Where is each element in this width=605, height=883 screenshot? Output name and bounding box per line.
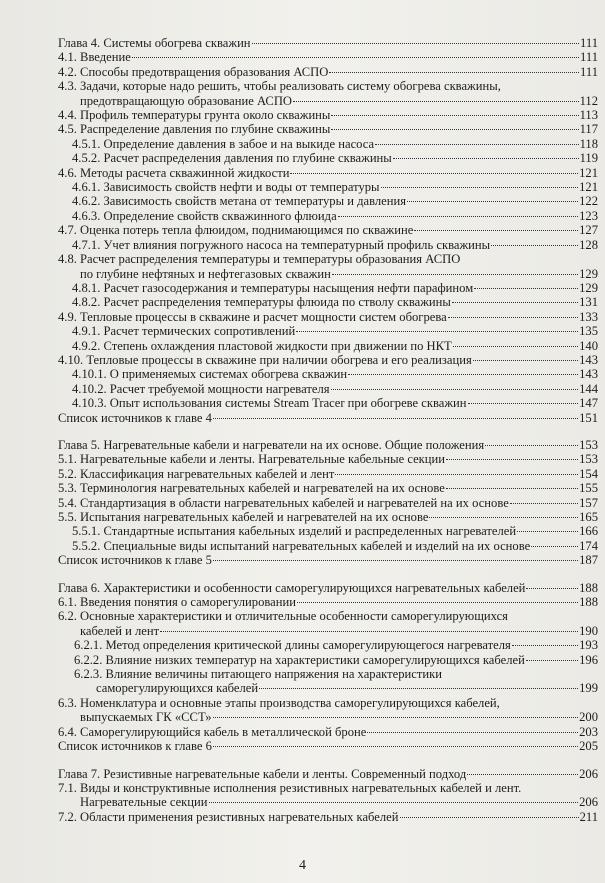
toc-entry-page: 203 xyxy=(579,724,598,739)
dot-leader xyxy=(467,773,578,775)
toc-entry-page: 127 xyxy=(579,223,598,238)
dot-leader xyxy=(448,316,578,318)
toc-entry-page: 129 xyxy=(579,280,598,295)
dot-leader xyxy=(491,244,578,246)
toc-entry-page: 211 xyxy=(579,809,598,824)
dot-leader xyxy=(213,745,578,747)
toc-entry-title: 5.5. Испытания нагревательных кабелей и нагревателей на их основе xyxy=(58,510,429,524)
toc-entry-title: Список источников к главе 4 xyxy=(58,410,212,425)
toc-entry xyxy=(58,595,598,609)
toc-entry-page: 111 xyxy=(580,64,598,79)
dot-leader xyxy=(474,287,578,289)
toc-entry-page: 140 xyxy=(579,338,598,353)
toc-entry-title: Глава 4. Системы обогрева скважин xyxy=(58,36,251,50)
toc-entry-title: 4.5.1. Определение давления в забое и на выкиде насоса xyxy=(72,136,375,151)
toc-entry xyxy=(58,108,598,122)
toc-entry xyxy=(58,481,598,495)
toc-entry xyxy=(58,696,598,725)
toc-entry-title: 5.4. Стандартизация в области нагревательных кабелей и нагревателей на их основе xyxy=(58,495,509,510)
toc-entry xyxy=(58,581,598,595)
dot-leader xyxy=(510,502,578,504)
toc-entry-title: 4.3. Задачи, которые надо решить, чтобы реализовать систему обогрева скважины, xyxy=(58,79,501,94)
toc-entry xyxy=(58,725,598,739)
toc-entry-page: 133 xyxy=(579,309,598,324)
toc-entry-page: 206 xyxy=(579,795,598,810)
toc-entry-page: 187 xyxy=(579,553,598,568)
toc-entry xyxy=(58,667,598,696)
toc-entry-title: 5.5.1. Стандартные испытания кабельных изделий и распределенных нагревателей xyxy=(72,524,517,539)
toc-entry-page: 123 xyxy=(579,208,598,223)
toc-entry xyxy=(58,209,598,223)
toc-entry-title: 5.2. Классификация нагревательных кабелей и лент xyxy=(58,466,335,481)
toc-entry xyxy=(58,467,598,481)
dot-leader xyxy=(331,388,579,390)
dot-leader xyxy=(338,215,578,217)
toc-entry-title: 4.6. Методы расчета скважинной жидкости xyxy=(58,165,290,180)
dot-leader xyxy=(414,229,578,231)
toc-entry xyxy=(58,295,598,309)
dot-leader xyxy=(335,473,578,475)
toc-entry-title: 4.7. Оценка потерь тепла флюидом, поднимающимся по скважине xyxy=(58,223,414,238)
toc-entry-title: Список источников к главе 5 xyxy=(58,553,212,568)
toc-entry-page: 118 xyxy=(579,136,598,151)
toc-entry-page: 144 xyxy=(579,381,598,396)
toc-entry-page: 157 xyxy=(579,495,598,510)
dot-leader xyxy=(209,801,579,803)
toc-entry-page: 112 xyxy=(579,93,598,108)
toc-entry-page: 174 xyxy=(579,538,598,553)
dot-leader xyxy=(512,644,578,646)
dot-leader xyxy=(517,530,578,532)
toc-entry xyxy=(58,238,598,252)
toc-entry xyxy=(58,438,598,452)
toc-entry xyxy=(58,223,598,237)
toc-entry xyxy=(58,653,598,667)
toc-entry-page: 153 xyxy=(579,437,598,452)
toc-entry-title-continued: кабелей и лент xyxy=(80,623,160,638)
dot-leader xyxy=(526,659,578,661)
dot-leader xyxy=(213,417,578,419)
dot-leader xyxy=(348,373,578,375)
toc-entry-title: 4.1. Введение xyxy=(58,50,131,65)
toc-entry-title: 6.1. Введения понятия о саморегулировании xyxy=(58,595,296,610)
toc-entry-title: 4.10. Тепловые процессы в скважине при наличии обогрева и его реализация xyxy=(58,352,472,367)
toc-entry-page: 166 xyxy=(579,524,598,539)
toc-entry-title: 5.1. Нагревательные кабели и ленты. Нагревательные кабельные секции xyxy=(58,452,445,467)
toc-entry xyxy=(58,810,598,824)
toc-entry-title: 4.4. Профиль температуры грунта около скважины xyxy=(58,108,331,123)
dot-leader xyxy=(375,143,578,145)
dot-leader xyxy=(473,359,578,361)
toc-entry-title-continued: предотвращающую образование АСПО xyxy=(80,93,293,108)
table-of-contents xyxy=(58,36,598,824)
toc-entry-page: 121 xyxy=(579,180,598,195)
toc-entry xyxy=(58,553,598,567)
dot-leader xyxy=(132,56,579,58)
dot-leader xyxy=(367,731,578,733)
toc-entry-title: 6.2.3. Влияние величины питающего напряжения на характеристики xyxy=(74,667,442,682)
toc-entry-title-continued: выпускаемых ГК «ССТ» xyxy=(80,710,212,725)
dot-leader xyxy=(452,301,578,303)
toc-entry-title: 6.3. Номенклатура и основные этапы производства саморегулирующихся кабелей, xyxy=(58,695,500,710)
page-number: 4 xyxy=(299,858,306,873)
toc-entry-title: Глава 6. Характеристики и особенности саморегулирующихся нагревательных кабелей xyxy=(58,580,526,595)
toc-entry xyxy=(58,194,598,208)
section-gap xyxy=(58,425,598,438)
dot-leader xyxy=(293,100,579,102)
toc-entry-page: 155 xyxy=(579,481,598,496)
toc-entry xyxy=(58,122,598,136)
section-gap xyxy=(58,754,598,767)
toc-entry xyxy=(58,510,598,524)
toc-entry-page: 143 xyxy=(579,352,598,367)
toc-entry xyxy=(58,353,598,367)
toc-entry xyxy=(58,166,598,180)
dot-leader xyxy=(400,816,579,818)
toc-entry-title: 4.9.2. Степень охлаждения пластовой жидкости при движении по НКТ xyxy=(72,338,452,353)
toc-entry xyxy=(58,339,598,353)
toc-entry xyxy=(58,324,598,338)
toc-entry-title: 7.2. Области применения резистивных нагревательных кабелей xyxy=(58,809,399,824)
toc-entry xyxy=(58,382,598,396)
toc-entry xyxy=(58,36,598,50)
dot-leader xyxy=(381,186,579,188)
toc-entry-page: 111 xyxy=(580,36,598,50)
toc-entry xyxy=(58,524,598,538)
toc-entry-title: 4.10.3. Опыт использования системы Stream Tracer при обогреве скважин xyxy=(72,396,467,411)
toc-entry-page: 111 xyxy=(580,50,598,65)
dot-leader xyxy=(446,458,578,460)
toc-entry-title: 5.3. Терминология нагревательных кабелей и нагревателей на их основе xyxy=(58,481,445,496)
toc-entry xyxy=(58,137,598,151)
toc-entry-page: 129 xyxy=(579,266,598,281)
toc-entry xyxy=(58,65,598,79)
dot-leader xyxy=(446,487,578,489)
toc-entry xyxy=(58,539,598,553)
toc-entry-title: 5.5.2. Специальные виды испытаний нагревательных кабелей и изделий на их основе xyxy=(72,538,531,553)
toc-entry-title: 4.8.2. Расчет распределения температуры флюида по стволу скважины xyxy=(72,295,451,310)
toc-entry-page: 135 xyxy=(579,324,598,339)
toc-entry xyxy=(58,496,598,510)
toc-entry-title: 6.4. Саморегулирующийся кабель в металлической броне xyxy=(58,724,367,739)
toc-entry xyxy=(58,411,598,425)
dot-leader xyxy=(332,273,578,275)
dot-leader xyxy=(526,587,578,589)
toc-entry-page: 165 xyxy=(579,510,598,524)
toc-entry xyxy=(58,367,598,381)
toc-entry-title: 6.2.1. Метод определения критической длины саморегулирующегося нагревателя xyxy=(74,638,511,653)
toc-entry-page: 122 xyxy=(579,194,598,209)
toc-entry-page: 153 xyxy=(579,452,598,467)
dot-leader xyxy=(331,128,578,130)
toc-entry-page: 154 xyxy=(579,466,598,481)
toc-entry xyxy=(58,281,598,295)
toc-entry-page: 147 xyxy=(579,396,598,411)
section-gap xyxy=(58,568,598,581)
dot-leader xyxy=(290,172,578,174)
toc-entry-title: 6.2.2. Влияние низких температур на характеристики саморегулирующихся кабелей xyxy=(74,652,525,667)
toc-entry-title: 6.2. Основные характеристики и отличительные особенности саморегулирующихся xyxy=(58,609,508,624)
dot-leader xyxy=(468,402,579,404)
dot-leader xyxy=(453,345,578,347)
toc-entry-title-continued: саморегулирующихся кабелей xyxy=(96,681,259,696)
toc-entry xyxy=(58,609,598,638)
toc-entry xyxy=(58,452,598,466)
toc-entry-title: 4.6.1. Зависимость свойств нефти и воды от температуры xyxy=(72,180,380,195)
toc-entry-title: 4.6.3. Определение свойств скважинного флюида xyxy=(72,208,337,223)
toc-entry xyxy=(58,50,598,64)
dot-leader xyxy=(407,200,578,202)
toc-entry-title: 4.9.1. Расчет термических сопротивлений xyxy=(72,324,296,339)
toc-entry-page: 128 xyxy=(579,237,598,252)
toc-entry-title: 4.8.1. Расчет газосодержания и температуры насыщения нефти парафином xyxy=(72,280,474,295)
dot-leader xyxy=(297,601,578,603)
toc-entry-page: 119 xyxy=(579,151,598,166)
toc-entry-page: 188 xyxy=(579,580,598,595)
toc-entry-title-continued: Нагревательные секции xyxy=(80,795,208,810)
toc-entry-page: 206 xyxy=(579,766,598,781)
dot-leader xyxy=(259,687,578,689)
toc-entry xyxy=(58,739,598,753)
toc-entry-title: 7.1. Виды и конструктивные исполнения резистивных нагревательных кабелей и лент. xyxy=(58,780,522,795)
toc-entry-page: 131 xyxy=(579,295,598,310)
toc-entry xyxy=(58,396,598,410)
toc-entry-title: Глава 7. Резистивные нагревательные кабели и ленты. Современный подход xyxy=(58,766,467,781)
toc-entry xyxy=(58,252,598,281)
dot-leader xyxy=(331,114,578,116)
toc-entry-title-continued: по глубине нефтяных и нефтегазовых скважин xyxy=(80,266,331,281)
toc-entry-title: 4.7.1. Учет влияния погружного насоса на температурный профиль скважины xyxy=(72,237,491,252)
toc-entry-page: 117 xyxy=(579,122,598,137)
dot-leader xyxy=(160,630,578,632)
dot-leader xyxy=(213,716,579,718)
toc-entry-page: 143 xyxy=(579,367,598,382)
toc-entry xyxy=(58,638,598,652)
toc-entry-title: Список источников к главе 6 xyxy=(58,739,212,754)
toc-entry-page: 200 xyxy=(579,710,598,725)
toc-entry-page: 196 xyxy=(579,652,598,667)
toc-entry xyxy=(58,151,598,165)
toc-entry-page: 113 xyxy=(579,108,598,123)
toc-entry-page: 193 xyxy=(579,638,598,653)
dot-leader xyxy=(252,42,579,44)
toc-entry-title: 4.10.1. О применяемых системах обогрева скважин xyxy=(72,367,348,382)
toc-entry-title: 4.2. Способы предотвращения образования АСПО xyxy=(58,64,329,79)
dot-leader xyxy=(329,71,579,73)
toc-entry-page: 151 xyxy=(579,410,598,425)
toc-entry xyxy=(58,781,598,810)
toc-entry-page: 205 xyxy=(579,739,598,754)
dot-leader xyxy=(429,516,578,518)
dot-leader xyxy=(213,559,578,561)
toc-entry-title: 4.5.2. Расчет распределения давления по глубине скважины xyxy=(72,151,392,166)
toc-entry-page: 190 xyxy=(579,623,598,638)
dot-leader xyxy=(296,330,578,332)
dot-leader xyxy=(485,444,578,446)
toc-entry xyxy=(58,180,598,194)
toc-entry-title: 4.5. Распределение давления по глубине скважины xyxy=(58,122,331,137)
toc-entry xyxy=(58,79,598,108)
toc-entry-title: 4.8. Расчет распределения температуры и температуры образования АСПО xyxy=(58,252,461,267)
dot-leader xyxy=(531,545,578,547)
toc-entry xyxy=(58,767,598,781)
dot-leader xyxy=(393,157,579,159)
toc-entry-title: Глава 5. Нагревательные кабели и нагреватели на их основе. Общие положения xyxy=(58,437,485,452)
toc-entry-page: 121 xyxy=(579,165,598,180)
toc-entry-page: 188 xyxy=(579,595,598,610)
toc-entry-title: 4.10.2. Расчет требуемой мощности нагревателя xyxy=(72,381,330,396)
toc-entry-title: 4.6.2. Зависимость свойств метана от температуры и давления xyxy=(72,194,407,209)
toc-entry-page: 199 xyxy=(579,681,598,696)
toc-entry-title: 4.9. Тепловые процессы в скважине и расчет мощности систем обогрева xyxy=(58,309,447,324)
toc-entry xyxy=(58,310,598,324)
